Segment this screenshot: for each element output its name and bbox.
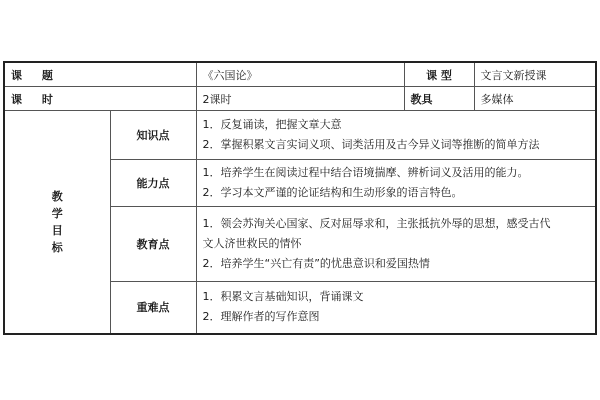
topic-label: 课 题 — [4, 62, 196, 87]
objective-label-knowledge: 知识点 — [110, 111, 196, 160]
topic-value: 《六国论》 — [196, 62, 404, 87]
objectives-title-char: 目 — [51, 223, 63, 237]
type-value: 文言文新授课 — [474, 62, 596, 87]
objective-line: 1．领会苏洵关心国家、反对屈辱求和，主张抵抗外辱的思想，感受古代 — [202, 217, 551, 230]
hours-row — [4, 87, 596, 111]
objectives-title-char: 标 — [51, 240, 63, 254]
objective-line: 2．掌握积累文言实词义项、词类活用及古今异义词等推断的简单方法 — [202, 138, 540, 151]
tools-value: 多媒体 — [474, 87, 596, 111]
hours-label: 课 时 — [4, 87, 196, 111]
tools-label: 教具 — [404, 87, 474, 111]
objectives-title — [4, 111, 110, 334]
objective-content-knowledge — [196, 111, 596, 160]
objective-line: 1．培养学生在阅读过程中结合语境揣摩、辨析词义及活用的能力。 — [202, 166, 529, 179]
objective-content-key-points — [196, 282, 596, 334]
objective-label-ability: 能力点 — [110, 160, 196, 207]
lesson-plan-table — [3, 61, 597, 335]
objective-line: 1．反复诵读，把握文章大意 — [202, 118, 342, 131]
objective-line: 文人济世救民的情怀 — [202, 237, 302, 250]
objective-line: 2．理解作者的写作意图 — [202, 310, 320, 324]
topic-row — [4, 62, 596, 87]
objective-label-education: 教育点 — [110, 207, 196, 282]
objective-line: 2．学习本文严谨的论证结构和生动形象的语言特色。 — [202, 186, 463, 199]
objective-label-key-points: 重难点 — [110, 282, 196, 334]
objective-row-knowledge — [4, 111, 596, 160]
objective-line: 2．培养学生“兴亡有责”的忧患意识和爱国热情 — [202, 257, 430, 270]
type-label: 课 型 — [404, 62, 474, 87]
objectives-title-char: 学 — [51, 206, 63, 220]
objective-content-ability — [196, 160, 596, 207]
objective-line: 1．积累文言基础知识，背诵课文 — [202, 290, 364, 304]
hours-value: 2课时 — [196, 87, 404, 111]
objective-content-education — [196, 207, 596, 282]
objectives-title-char: 教 — [51, 189, 63, 203]
